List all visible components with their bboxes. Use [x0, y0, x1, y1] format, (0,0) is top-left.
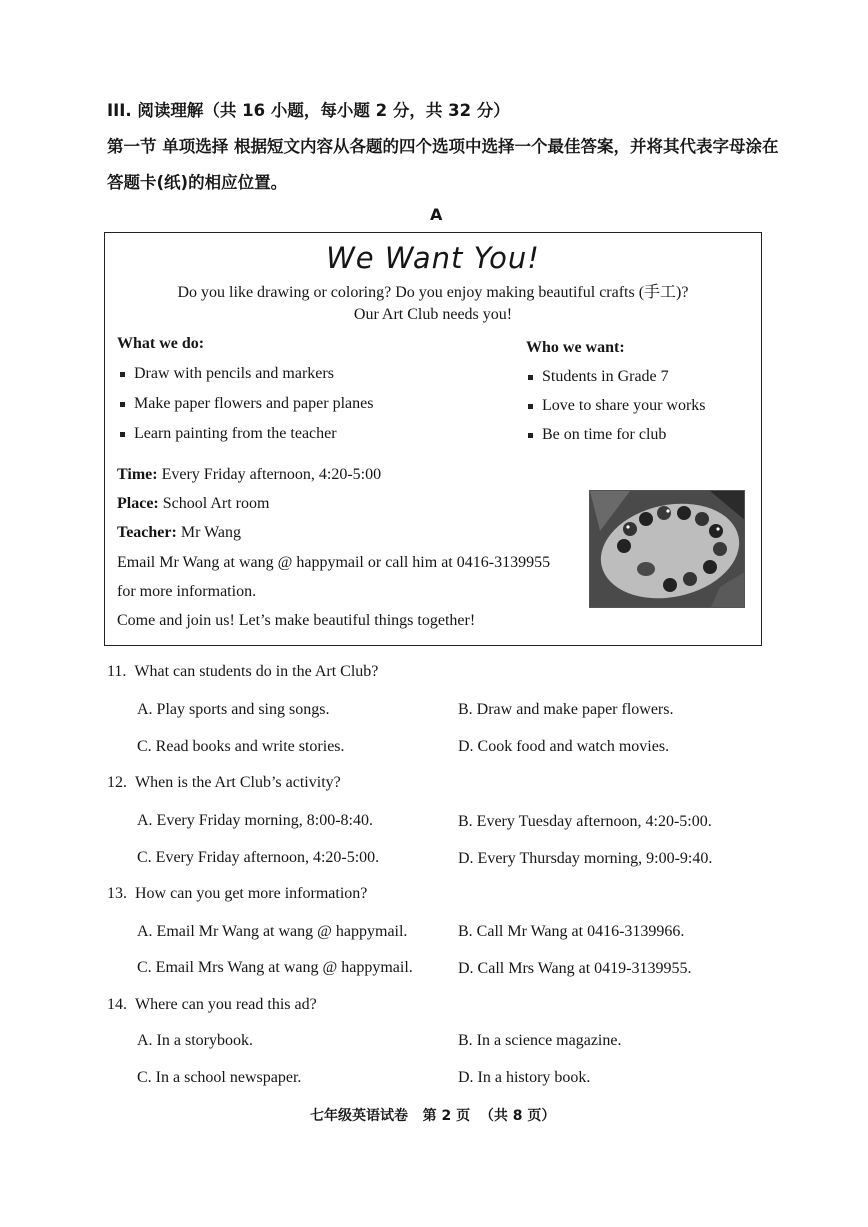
list-item	[120, 365, 334, 383]
ad-closing: Come and join us! Let’s make beautiful things together!	[117, 612, 476, 629]
passage-label: A	[430, 205, 443, 224]
list-item-text: Students in Grade 7	[542, 368, 669, 385]
question-number: 13.	[107, 885, 127, 902]
option-12-c: C. Every Friday afternoon, 4:20-5:00.	[137, 849, 380, 866]
option-13-d: D. Call Mrs Wang at 0419-3139955.	[458, 960, 692, 977]
question-13	[107, 885, 367, 903]
ad-time	[117, 466, 381, 484]
place-label: Place:	[117, 495, 159, 512]
list-item	[528, 368, 669, 386]
question-number: 12.	[107, 774, 127, 791]
list-item-text: Be on time for club	[542, 426, 667, 443]
square-bullet-icon	[120, 432, 125, 437]
list-item	[528, 426, 666, 444]
question-number: 14.	[107, 996, 127, 1013]
option-14-d: D. In a history book.	[458, 1069, 591, 1086]
square-bullet-icon	[120, 402, 125, 407]
option-14-b: B. In a science magazine.	[458, 1032, 622, 1049]
question-11	[107, 663, 378, 681]
question-text: Where can you read this ad?	[135, 996, 317, 1013]
question-text: What can students do in the Art Club?	[134, 663, 379, 680]
option-11-d: D. Cook food and watch movies.	[458, 738, 670, 755]
option-11-b: B. Draw and make paper flowers.	[458, 701, 674, 718]
ad-contact-line-1: Email Mr Wang at wang @ happymail or call him at 0416-3139955	[117, 554, 551, 571]
instruction-line-2: 答题卡(纸)的相应位置。	[107, 173, 288, 192]
list-item	[528, 397, 706, 415]
question-12	[107, 774, 341, 792]
section-heading: III. 阅读理解（共 16 小题，每小题 2 分，共 32 分）	[107, 101, 510, 120]
ad-place	[117, 495, 269, 513]
list-item	[120, 395, 373, 413]
list-item-text: Learn painting from the teacher	[134, 425, 337, 442]
who-we-want-heading: Who we want:	[526, 339, 625, 356]
list-item-text: Draw with pencils and markers	[134, 365, 334, 382]
list-item-text: Make paper flowers and paper planes	[134, 395, 374, 412]
option-12-a: A. Every Friday morning, 8:00-8:40.	[137, 812, 373, 829]
option-13-b: B. Call Mr Wang at 0416-3139966.	[458, 923, 685, 940]
time-value: Every Friday afternoon, 4:20-5:00	[157, 466, 382, 483]
option-13-a: A. Email Mr Wang at wang @ happymail.	[137, 923, 408, 940]
teacher-value: Mr Wang	[176, 524, 242, 541]
square-bullet-icon	[120, 372, 125, 377]
teacher-label: Teacher:	[117, 524, 177, 541]
ad-teacher	[117, 524, 241, 542]
square-bullet-icon	[528, 404, 533, 409]
question-number: 11.	[107, 663, 127, 680]
palette-image	[590, 491, 745, 608]
ad-intro-line-1: Do you like drawing or coloring? Do you enjoy making beautiful crafts (手工)?	[177, 284, 689, 301]
question-14	[107, 996, 317, 1014]
option-11-a: A. Play sports and sing songs.	[137, 701, 330, 718]
place-value: School Art room	[158, 495, 270, 512]
ad-contact-line-2: for more information.	[117, 583, 257, 600]
list-item	[120, 425, 337, 443]
list-item-text: Love to share your works	[542, 397, 706, 414]
square-bullet-icon	[528, 433, 533, 438]
ad-intro-line-2: Our Art Club needs you!	[353, 306, 513, 323]
option-14-c: C. In a school newspaper.	[137, 1069, 302, 1086]
option-11-c: C. Read books and write stories.	[137, 738, 345, 755]
time-label: Time:	[117, 466, 158, 483]
square-bullet-icon	[528, 375, 533, 380]
option-13-c: C. Email Mrs Wang at wang @ happymail.	[137, 959, 413, 976]
ad-title: We Want You!	[326, 241, 540, 275]
option-12-d: D. Every Thursday morning, 9:00-9:40.	[458, 850, 713, 867]
what-we-do-heading: What we do:	[117, 335, 205, 352]
page-footer: 七年级英语试卷 第 2 页 （共 8 页）	[310, 1108, 556, 1124]
option-14-a: A. In a storybook.	[137, 1032, 253, 1049]
question-text: When is the Art Club’s activity?	[135, 774, 341, 791]
paint-palette-icon	[589, 490, 745, 608]
option-12-b: B. Every Tuesday afternoon, 4:20-5:00.	[458, 813, 712, 830]
instruction-line-1: 第一节 单项选择 根据短文内容从各题的四个选项中选择一个最佳答案，并将其代表字母涂在	[107, 137, 779, 156]
question-text: How can you get more information?	[135, 885, 368, 902]
